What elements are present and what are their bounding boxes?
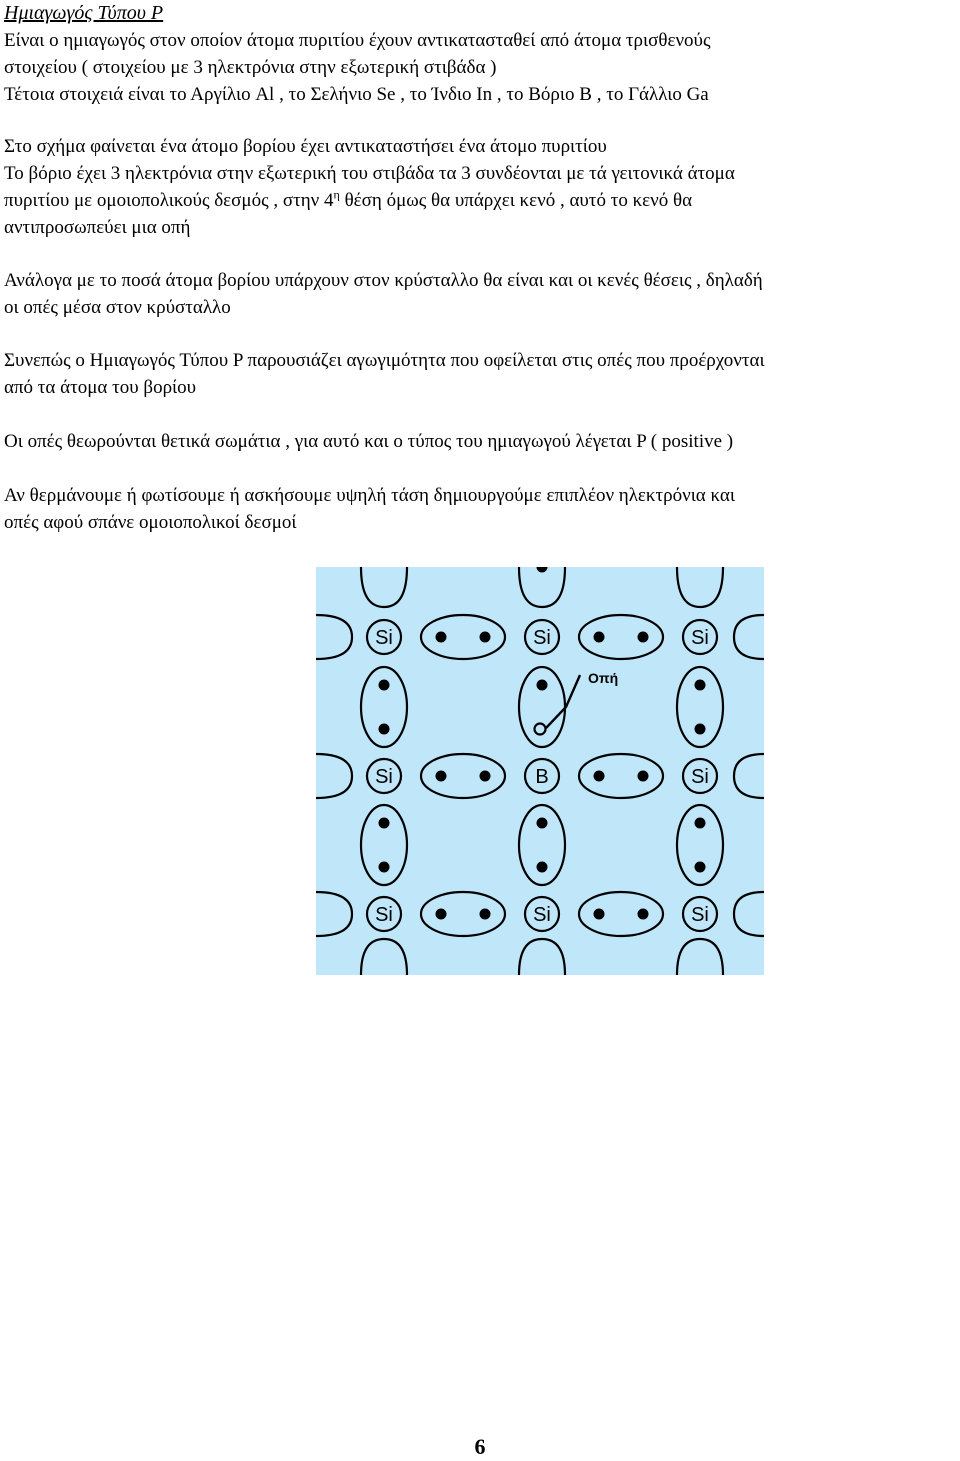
electron-dot bbox=[436, 632, 447, 643]
hole-label: Οπή bbox=[588, 670, 619, 686]
text-line: Στο σχήμα φαίνεται ένα άτομο βορίου έχει αντικαταστήσει ένα άτομο πυριτίου bbox=[4, 136, 607, 157]
silicon-atom-label: Si bbox=[375, 766, 393, 788]
electron-dot bbox=[436, 771, 447, 782]
silicon-atom-label: Si bbox=[533, 627, 551, 649]
text-line: αντιπροσωπεύει μια οπή bbox=[4, 217, 191, 238]
electron-dot bbox=[379, 680, 390, 691]
electron-dot bbox=[537, 818, 548, 829]
electron-dot bbox=[695, 818, 706, 829]
electron-dot bbox=[480, 771, 491, 782]
electron-dot bbox=[379, 724, 390, 735]
electron-dot bbox=[638, 632, 649, 643]
electron-dot bbox=[537, 862, 548, 873]
text-line: Ανάλογα με το ποσά άτομα βορίου υπάρχουν στον κρύσταλλο θα είναι και οι κενές θέσεις , δηλαδή bbox=[4, 270, 763, 291]
boron-atom-label: B bbox=[535, 766, 549, 788]
silicon-atom-label: Si bbox=[533, 904, 551, 926]
text-line: Αν θερμάνουμε ή φωτίσουμε ή ασκήσουμε υψηλή τάση δημιουργούμε επιπλέον ηλεκτρόνια και bbox=[4, 485, 735, 506]
electron-dot bbox=[594, 771, 605, 782]
text-line: στοιχείου ( στοιχείου με 3 ηλεκτρόνια στην εξωτερική στιβάδα ) bbox=[4, 57, 497, 78]
electron-dot bbox=[695, 724, 706, 735]
electron-dot bbox=[695, 680, 706, 691]
electron-dot bbox=[594, 909, 605, 920]
text-line-with-superscript bbox=[4, 188, 692, 214]
p-type-lattice-diagram bbox=[316, 567, 764, 975]
electron-dot bbox=[695, 862, 706, 873]
electron-dot bbox=[379, 818, 390, 829]
electron-dot bbox=[480, 909, 491, 920]
electron-dot bbox=[436, 909, 447, 920]
text-fragment: πυριτίου με ομοιοπολικούς δεσμός , στην 4 bbox=[4, 190, 334, 211]
silicon-atom-label: Si bbox=[375, 627, 393, 649]
ordinal-superscript: η bbox=[333, 187, 340, 202]
electron-dot bbox=[480, 632, 491, 643]
text-fragment: θέση όμως θα υπάρχει κενό , αυτό το κενό θα bbox=[339, 190, 693, 211]
text-line: Τέτοια στοιχειά είναι το Αργίλιο Al , το Σελήνιο Se , το Ίνδιο In , το Βόριο B , το Γάλλιο Ga bbox=[4, 84, 709, 105]
electron-dot bbox=[594, 632, 605, 643]
silicon-atom-label: Si bbox=[691, 904, 709, 926]
text-line: Είναι ο ημιαγωγός στον οποίον άτομα πυριτίου έχουν αντικατασταθεί από άτομα τρισθενούς bbox=[4, 30, 711, 51]
electron-dot bbox=[379, 862, 390, 873]
electron-dot bbox=[638, 771, 649, 782]
text-line: από τα άτομα του βορίου bbox=[4, 377, 197, 398]
section-heading: Ημιαγωγός Τύπου P bbox=[4, 2, 164, 24]
text-line: οι οπές μέσα στον κρύσταλλο bbox=[4, 297, 231, 318]
page-number: 6 bbox=[474, 1434, 486, 1459]
hole-marker bbox=[535, 724, 546, 735]
silicon-atom-label: Si bbox=[691, 766, 709, 788]
text-line: οπές αφού σπάνε ομοιοπολικοί δεσμοί bbox=[4, 512, 297, 533]
text-line: Οι οπές θεωρούνται θετικά σωμάτια , για αυτό και ο τύπος του ημιαγωγού λέγεται P ( positive ) bbox=[4, 431, 734, 452]
electron-dot bbox=[638, 909, 649, 920]
silicon-atom-label: Si bbox=[691, 627, 709, 649]
electron-dot bbox=[537, 680, 548, 691]
text-line: Το βόριο έχει 3 ηλεκτρόνια στην εξωτερική του στιβάδα τα 3 συνδέονται με τά γειτονικά άτομα bbox=[4, 163, 735, 184]
silicon-atom-label: Si bbox=[375, 904, 393, 926]
text-line: Συνεπώς ο Ημιαγωγός Τύπου P παρουσιάζει αγωγιμότητα που οφείλεται στις οπές που προέρχονται bbox=[4, 350, 765, 371]
